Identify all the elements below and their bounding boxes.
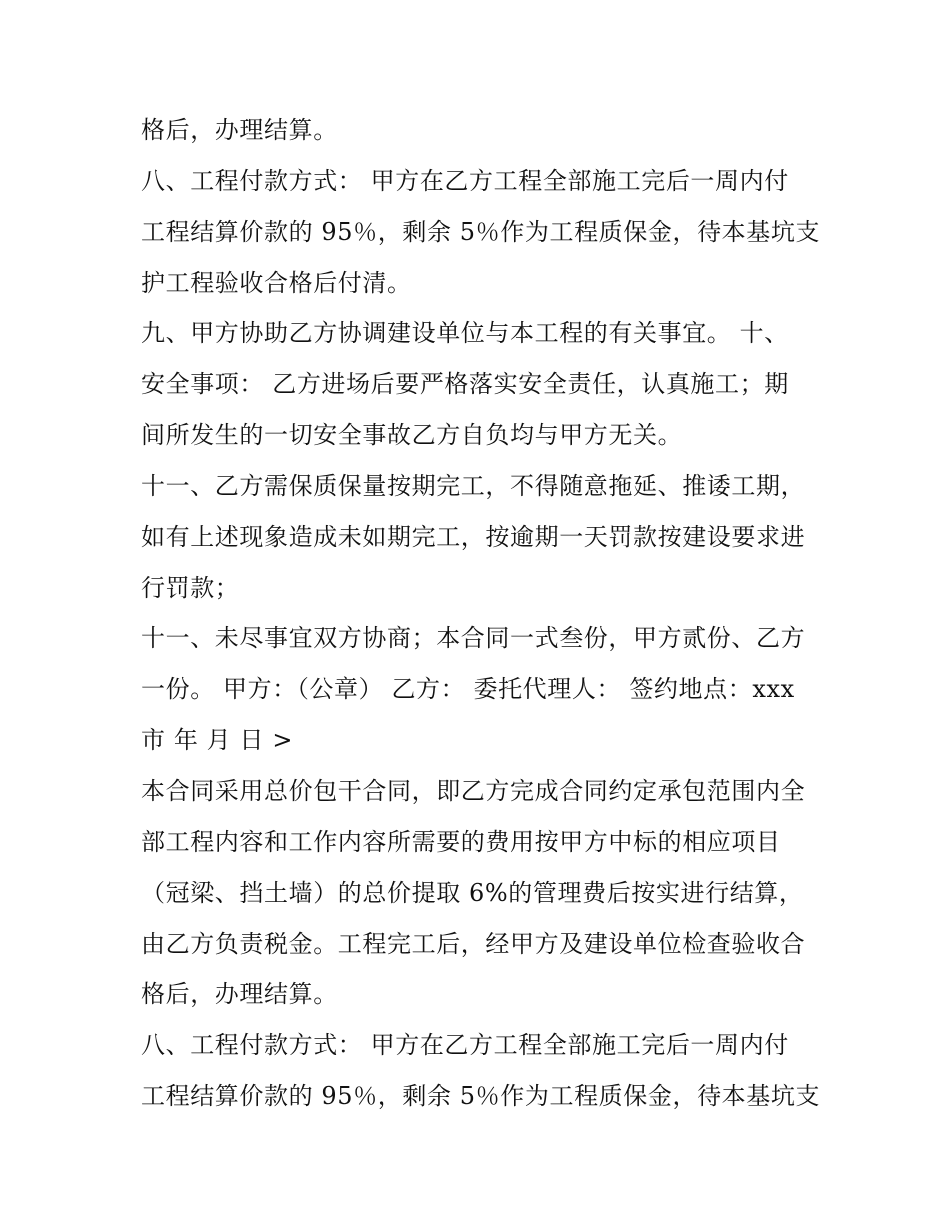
text-line-13: 市 年 月 日 > xyxy=(141,726,294,755)
text-line-20: 工程结算价款的 95％，剩余 5％作为工程质保金，待本基坑支 xyxy=(141,1082,821,1111)
text-line-17: 由乙方负责税金。工程完工后，经甲方及建设单位检查验收合 xyxy=(141,929,806,958)
text-line-6: 安全事项： 乙方进场后要严格落实安全责任，认真施工；期 xyxy=(141,370,789,399)
text-line-11: 十一、未尽事宜双方协商；本合同一式叁份，甲方贰份、乙方 xyxy=(141,624,806,653)
text-line-2: 八、工程付款方式： 甲方在乙方工程全部施工完后一周内付 xyxy=(141,166,789,195)
text-line-7: 间所发生的一切安全事故乙方自负均与甲方无关。 xyxy=(141,421,683,450)
text-line-3: 工程结算价款的 95％，剩余 5％作为工程质保金，待本基坑支 xyxy=(141,217,821,246)
contract-text xyxy=(141,105,821,1122)
text-line-10: 行罚款； xyxy=(141,573,240,602)
text-line-8: 十一、乙方需保质保量按期完工，不得随意拖延、推诿工期， xyxy=(141,471,806,500)
text-line-1: 格后，办理结算。 xyxy=(141,116,338,144)
text-line-19: 八、工程付款方式： 甲方在乙方工程全部施工完后一周内付 xyxy=(141,1031,789,1060)
text-line-5: 九、甲方协助乙方协调建设单位与本工程的有关事宜。 十、 xyxy=(141,319,789,348)
text-line-9: 如有上述现象造成未如期完工，按逾期一天罚款按建设要求进 xyxy=(141,522,806,551)
text-line-14: 本合同采用总价包干合同，即乙方完成合同约定承包范围内全 xyxy=(141,776,806,805)
text-line-4: 护工程验收合格后付清。 xyxy=(141,268,412,297)
text-line-18: 格后，办理结算。 xyxy=(141,980,338,1009)
text-line-15: 部工程内容和工作内容所需要的费用按甲方中标的相应项目 xyxy=(141,827,781,856)
text-line-12: 一份。 甲方：（公章） 乙方： 委托代理人： 签约地点：xxx xyxy=(141,675,795,704)
text-line-16: （冠梁、挡土墙）的总价提取 6%的管理费后按实进行结算， xyxy=(141,878,804,907)
